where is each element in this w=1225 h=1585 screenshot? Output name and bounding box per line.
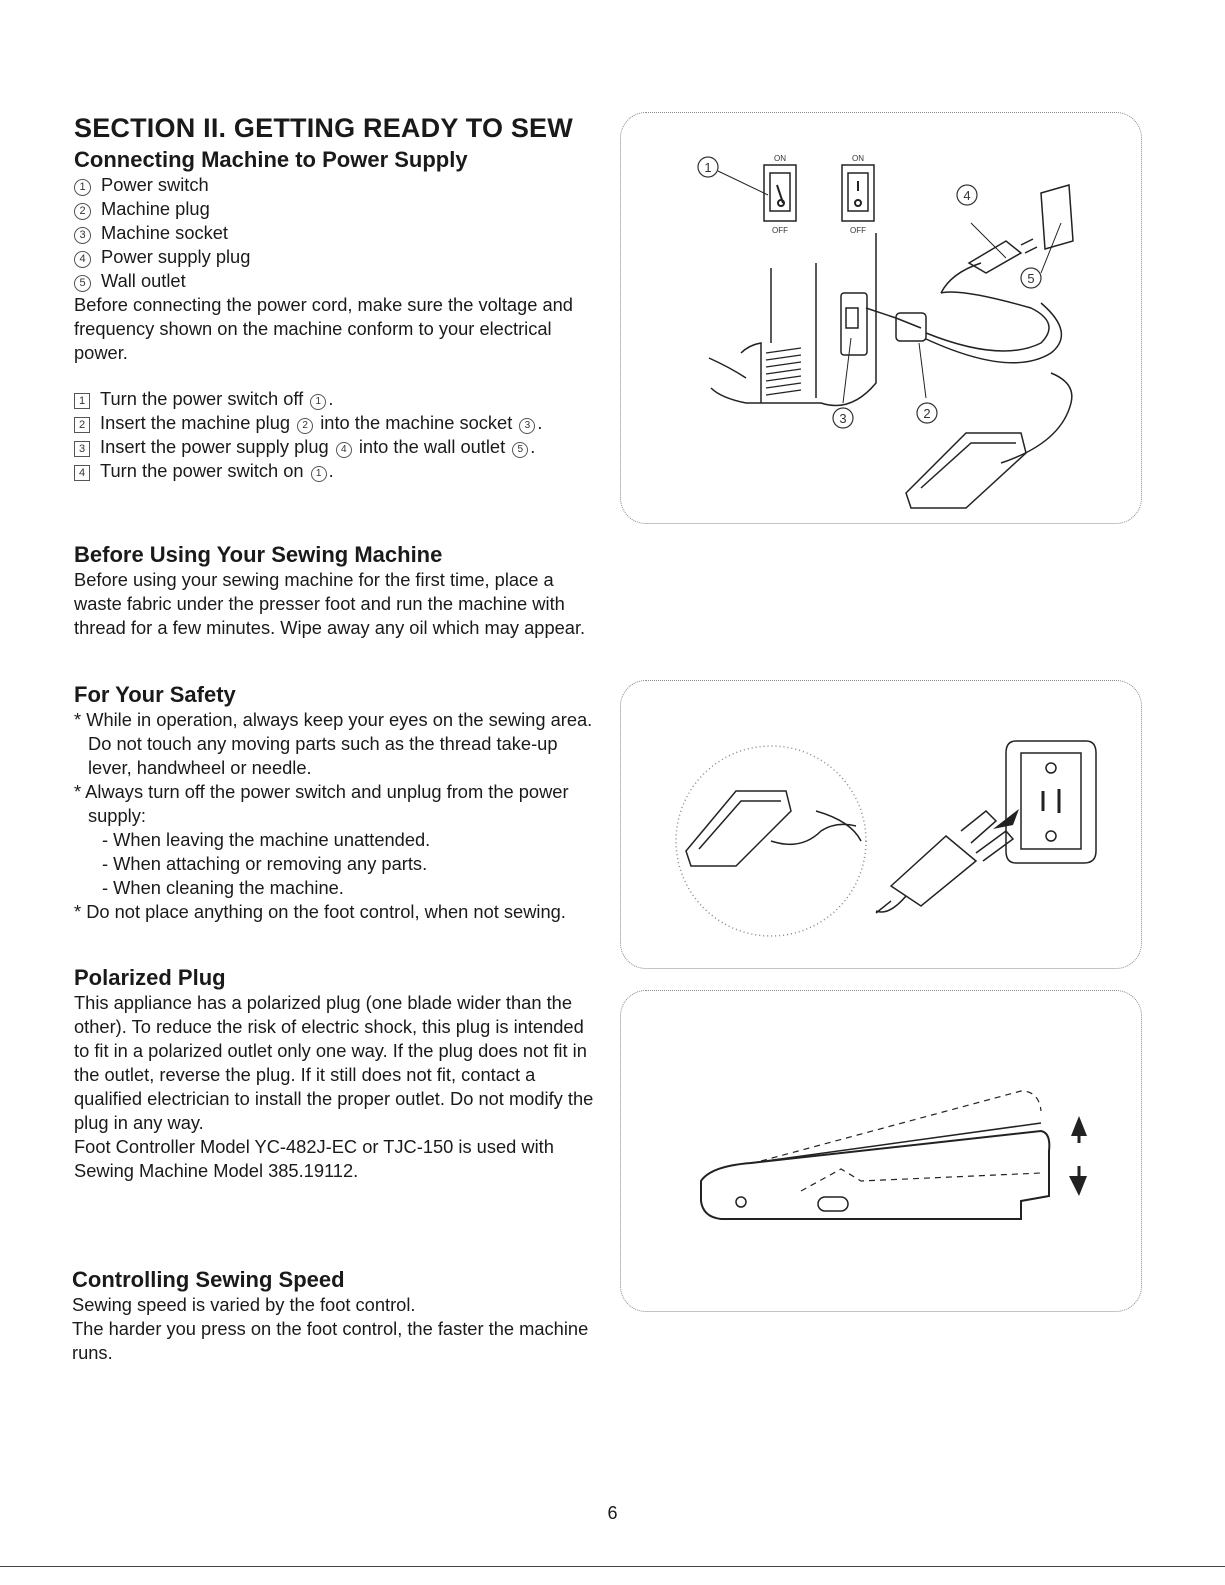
power-connection-figure xyxy=(620,112,1142,524)
foot-control-speed-figure xyxy=(620,990,1142,1312)
switch-off-label: OFF xyxy=(850,226,866,235)
safety-sub-item: - When attaching or removing any parts. xyxy=(102,853,428,874)
vent-grill-icon xyxy=(766,348,801,395)
safety-item: * Do not place anything on the foot control, when not sewing. xyxy=(74,901,566,922)
step-item: 1 Turn the power switch off 1 . xyxy=(74,387,614,411)
polarized-plug-illustration xyxy=(621,681,1141,968)
wall-outlet-icon xyxy=(1041,185,1073,249)
polarized-heading: Polarized Plug xyxy=(74,965,226,990)
safety-sub-item: - When leaving the machine unattended. xyxy=(102,829,431,850)
parts-list-item: 2 Machine plug xyxy=(74,197,604,221)
step-item: 3 Insert the power supply plug 4 into the wall outlet 5 . xyxy=(74,435,614,459)
step-item: 4 Turn the power switch on 1 . xyxy=(74,459,614,483)
wall-outlet-icon xyxy=(1006,741,1096,863)
speed-arrow-icon xyxy=(1069,1116,1087,1196)
before-section xyxy=(74,542,599,640)
parts-list-item: 5 Wall outlet xyxy=(74,269,604,293)
foot-control-speed-illustration xyxy=(621,991,1141,1311)
machine-socket-panel xyxy=(841,293,867,355)
power-supply-plug-icon xyxy=(969,241,1021,273)
step-item: 2 Insert the machine plug 2 into the machine socket 3 . xyxy=(74,411,614,435)
switch-on-label: ON xyxy=(852,154,864,163)
parts-list-item: 3 Machine socket xyxy=(74,221,604,245)
foot-control-icon xyxy=(686,791,791,866)
safety-list xyxy=(74,708,594,924)
section-title: SECTION II. GETTING READY TO SEW xyxy=(74,113,573,143)
before-heading: Before Using Your Sewing Machine xyxy=(74,542,443,567)
speed-line-1: Sewing speed is varied by the foot control. xyxy=(72,1294,416,1315)
foot-control-pedal-icon xyxy=(701,1131,1049,1219)
polarized-section xyxy=(74,965,599,1183)
safety-section xyxy=(74,682,594,924)
callout-label: 5 xyxy=(1027,271,1035,286)
power-connection-illustration xyxy=(621,113,1141,523)
safety-item: * Always turn off the power switch and unplug from the power supply: - When leaving the machine unattended. - When attaching or removing any parts. - When cleaning the machine. xyxy=(74,780,594,900)
machine-plug-icon xyxy=(896,313,926,341)
switch-on-label: ON xyxy=(774,154,786,163)
callout-label: 3 xyxy=(839,411,847,426)
bottom-rule xyxy=(0,1566,1225,1567)
pedal-pressed-outline xyxy=(761,1091,1041,1161)
polarized-text: This appliance has a polarized plug (one blade wider than the other). To reduce the risk of electric shock, this plug is intended to fit in a polarized outlet only one way. If the plug does not fit in the outlet, reverse the plug. If it still does not fit, contact a qualified electrician to install the proper outlet. Do not modify the plug in any way. xyxy=(74,992,594,1133)
speed-heading: Controlling Sewing Speed xyxy=(72,1267,345,1292)
safety-item: * While in operation, always keep your eyes on the sewing area. Do not touch any moving parts such as the thread take-up lever, handwheel or needle. xyxy=(74,709,593,778)
page-number: 6 xyxy=(607,1503,618,1523)
parts-list xyxy=(74,173,604,293)
callout-label: 1 xyxy=(704,160,712,175)
power-heading: Connecting Machine to Power Supply xyxy=(74,147,468,172)
speed-section xyxy=(72,1267,592,1365)
switch-off-label: OFF xyxy=(772,226,788,235)
foot-control-icon xyxy=(906,433,1026,508)
power-intro: Before connecting the power cord, make sure the voltage and frequency shown on the machine conform to your electrical power. xyxy=(74,294,573,363)
safety-heading: For Your Safety xyxy=(74,682,236,707)
power-section xyxy=(74,147,604,365)
callout-label: 4 xyxy=(963,188,971,203)
parts-list-item: 1 Power switch xyxy=(74,173,604,197)
parts-list-item: 4 Power supply plug xyxy=(74,245,604,269)
polarized-plug-figure xyxy=(620,680,1142,969)
safety-sub-item: - When cleaning the machine. xyxy=(102,877,344,898)
steps-list xyxy=(74,387,614,483)
before-text: Before using your sewing machine for the first time, place a waste fabric under the presser foot and run the machine with thread for a few minutes. Wipe away any oil which may appear. xyxy=(74,569,586,638)
polarized-model-text: Foot Controller Model YC-482J-EC or TJC-150 is used with Sewing Machine Model 385.19112. xyxy=(74,1136,554,1181)
polarized-plug-icon xyxy=(891,836,976,906)
speed-line-2: The harder you press on the foot control, the faster the machine runs. xyxy=(72,1318,589,1363)
callout-label: 2 xyxy=(923,406,931,421)
